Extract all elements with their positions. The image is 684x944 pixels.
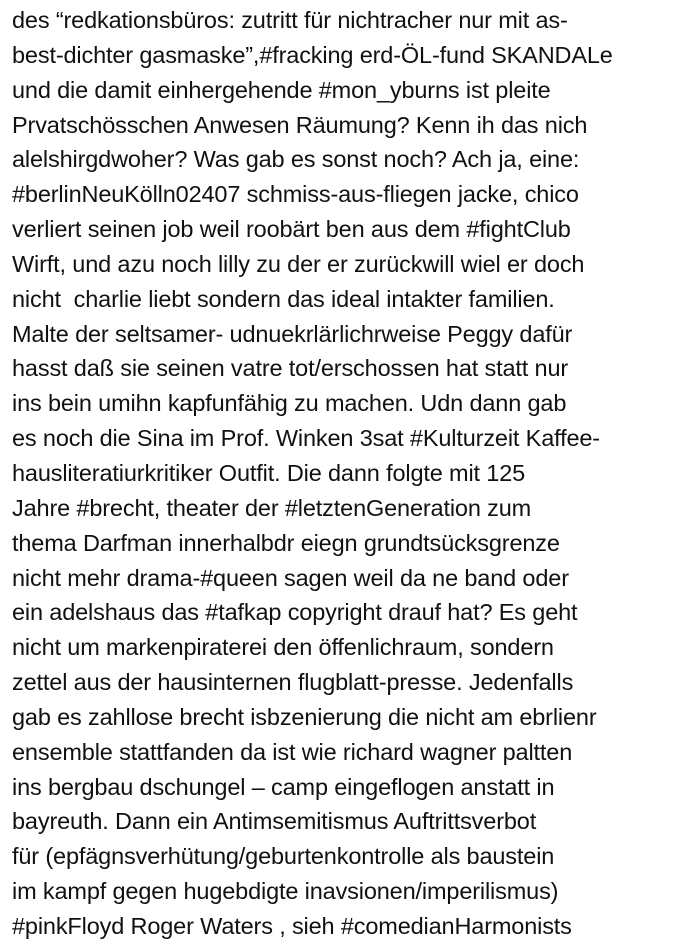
text-line: zettel aus der hausinternen flugblatt-presse. Jedenfalls (12, 669, 574, 696)
text-line: Malte der seltsamer- udnuekrlärlichrweise Peggy dafür (12, 320, 573, 347)
text-line: ins bergbau dschungel – camp eingeflogen anstatt in (12, 773, 555, 800)
text-line: verliert seinen job weil roobärt ben aus dem #fightClub (12, 216, 571, 243)
body-text (12, 3, 680, 944)
text-line: best-dichter gasmaske”,#fracking erd-ÖL-fund SKANDALe (12, 41, 613, 68)
text-line: für (epfägnsverhütung/geburtenkontrolle als baustein (12, 843, 555, 870)
text-line: im kampf gegen hugebdigte inavsionen/imperilismus) (12, 878, 559, 905)
text-line: Prvatschösschen Anwesen Räumung? Kenn ih das nich (12, 111, 588, 138)
text-line: ins bein umihn kapfunfähig zu machen. Udn dann gab (12, 390, 567, 417)
text-line: ensemble stattfanden da ist wie richard wagner paltten (12, 738, 573, 765)
text-line: #berlinNeuKölln02407 schmiss-aus-fliegen jacke, chico (12, 181, 579, 208)
text-line: #pinkFloyd Roger Waters , sieh #comedianHarmonists (12, 912, 572, 939)
text-line: alelshirgdwoher? Was gab es sonst noch? Ach ja, eine: (12, 146, 580, 173)
text-line: thema Darfman innerhalbdr eiegn grundtsücksgrenze (12, 529, 560, 556)
text-line: hausliteratiurkritiker Outfit. Die dann folgte mit 125 (12, 459, 526, 486)
text-line: nicht charlie liebt sondern das ideal intakter familien. (12, 285, 555, 312)
text-line: und die damit einhergehende #mon_yburns ist pleite (12, 76, 551, 103)
text-line: des “redkationsbüros: zutritt für nichtracher nur mit as- (12, 7, 568, 33)
text-line: hasst daß sie seinen vatre tot/erschossen hat statt nur (12, 355, 569, 382)
text-line: es noch die Sina im Prof. Winken 3sat #Kulturzeit Kaffee- (12, 425, 600, 452)
text-line: nicht mehr drama-#queen sagen weil da ne band oder (12, 564, 569, 591)
text-line: ein adelshaus das #tafkap copyright drauf hat? Es geht (12, 599, 578, 626)
text-line: Jahre #brecht, theater der #letztenGeneration zum (12, 494, 532, 521)
text-line: Wirft, und azu noch lilly zu der er zurückwill wiel er doch (12, 250, 585, 277)
text-line: nicht um markenpiraterei den öffenlichraum, sondern (12, 634, 554, 661)
text-line: bayreuth. Dann ein Antimsemitismus Auftrittsverbot (12, 808, 537, 835)
text-line: gab es zahllose brecht isbzenierung die nicht am ebrlienr (12, 703, 597, 730)
